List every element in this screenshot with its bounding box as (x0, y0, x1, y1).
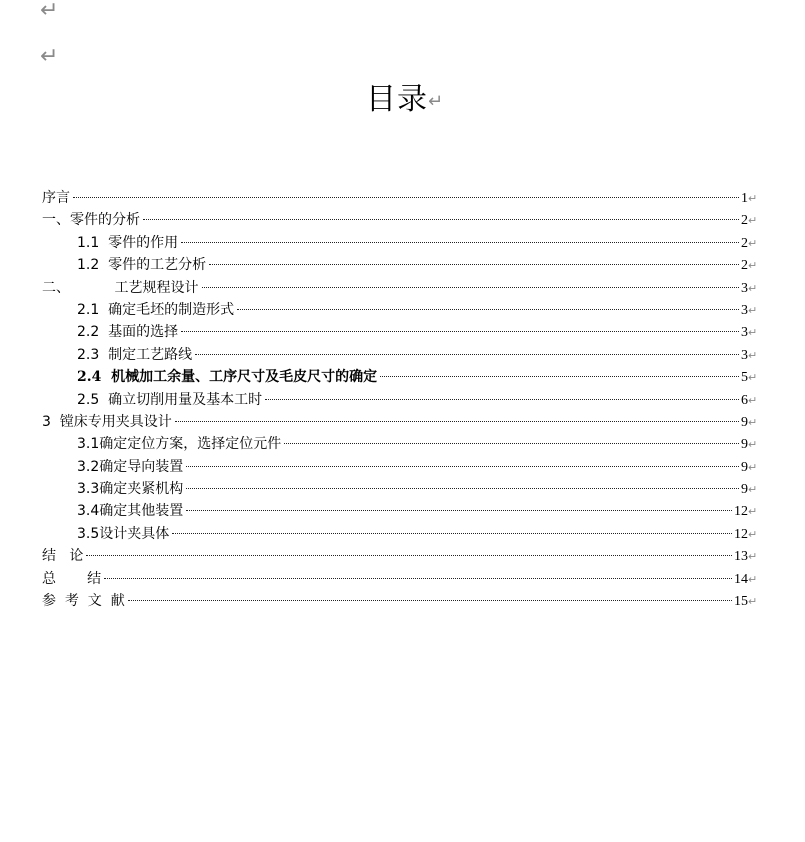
paragraph-mark-icon: ↵ (40, 0, 59, 23)
toc-page-number[interactable]: 3 (741, 280, 748, 296)
toc-entry-title[interactable]: 2.3 制定工艺路线 (77, 346, 193, 363)
paragraph-mark-icon: ↵ (748, 192, 758, 205)
toc-dot-leader (195, 354, 739, 355)
toc-dot-leader (175, 421, 739, 422)
toc-entry-1[interactable] (42, 187, 762, 209)
toc-page-number[interactable]: 1 (741, 191, 748, 206)
page-title (366, 82, 444, 120)
title-text: 目录 (366, 82, 428, 117)
paragraph-mark-icon: ↵ (428, 91, 445, 112)
paragraph-mark-icon: ↵ (748, 438, 758, 452)
toc-entry-14[interactable] (42, 478, 762, 500)
toc-entry-19[interactable] (42, 590, 762, 612)
toc-page-number[interactable]: 9 (741, 437, 748, 453)
toc-entry-4[interactable] (42, 254, 762, 276)
toc-entry-9[interactable] (42, 366, 762, 388)
toc-entry-11[interactable] (42, 411, 762, 433)
toc-entry-title[interactable]: 3.2确定导向装置 (77, 458, 184, 475)
paragraph-mark-icon: ↵ (748, 505, 758, 519)
toc-entry-title[interactable]: 2.2 基面的选择 (77, 324, 179, 341)
paragraph-mark-icon: ↵ (748, 550, 758, 564)
toc-entry-title[interactable]: 二、 工艺规程设计 (42, 279, 199, 296)
toc-entry-10[interactable] (42, 389, 762, 411)
toc-dot-leader (186, 488, 739, 489)
toc-page-number[interactable]: 9 (741, 459, 748, 475)
toc-entry-7[interactable] (42, 321, 762, 343)
toc-entry-13[interactable] (42, 456, 762, 478)
toc-entry-17[interactable] (42, 545, 762, 567)
paragraph-mark-icon: ↵ (748, 595, 758, 609)
toc-dot-leader (284, 443, 739, 444)
toc-entry-title[interactable]: 2.1 确定毛坯的制造形式 (77, 301, 235, 318)
toc-dot-leader (186, 510, 732, 511)
toc-entry-18[interactable] (42, 568, 762, 590)
paragraph-mark-icon: ↵ (748, 527, 758, 541)
toc-entry-title[interactable]: 1.1 零件的作用 (77, 234, 179, 251)
toc-dot-leader (181, 242, 739, 243)
toc-entry-title[interactable]: 3.4确定其他装置 (77, 503, 184, 520)
paragraph-mark-icon: ↵ (748, 371, 758, 385)
toc-page-number[interactable]: 13 (734, 549, 748, 565)
toc-page-number[interactable]: 2 (741, 213, 748, 229)
toc-entry-15[interactable] (42, 500, 762, 522)
toc-dot-leader (128, 600, 732, 601)
paragraph-mark-icon: ↵ (748, 303, 758, 317)
toc-entry-title[interactable]: 总 结 (42, 570, 102, 587)
toc-page-number[interactable]: 6 (741, 392, 748, 408)
toc-entry-6[interactable] (42, 299, 762, 321)
toc-entry-title[interactable]: 一、零件的分析 (42, 212, 140, 229)
toc-page-number[interactable]: 3 (741, 325, 748, 341)
toc-page-number[interactable]: 2 (741, 235, 748, 251)
table-of-contents (42, 187, 762, 612)
toc-entry-5[interactable] (42, 277, 762, 299)
paragraph-mark-icon: ↵ (748, 415, 758, 429)
toc-dot-leader (186, 466, 739, 467)
toc-dot-leader (143, 219, 739, 220)
toc-dot-leader (73, 197, 739, 198)
paragraph-mark-icon: ↵ (748, 348, 758, 362)
toc-entry-title[interactable]: 1.2 零件的工艺分析 (77, 257, 207, 274)
paragraph-mark-icon: ↵ (748, 236, 758, 250)
paragraph-mark-icon: ↵ (748, 214, 758, 228)
toc-entry-title[interactable]: 序言 (42, 190, 70, 206)
toc-page-number[interactable]: 5 (741, 370, 748, 386)
toc-entry-title[interactable]: 参 考 文 献 (42, 593, 125, 610)
paragraph-mark-icon: ↵ (748, 483, 758, 497)
paragraph-mark-icon: ↵ (748, 281, 758, 295)
toc-page-number[interactable]: 9 (741, 414, 748, 430)
toc-dot-leader (209, 264, 739, 265)
paragraph-mark-icon: ↵ (748, 393, 758, 407)
toc-page-number[interactable]: 9 (741, 482, 748, 498)
paragraph-mark-icon: ↵ (748, 460, 758, 474)
toc-entry-8[interactable] (42, 344, 762, 366)
paragraph-mark-icon: ↵ (748, 326, 758, 340)
toc-entry-title[interactable]: 3 镗床专用夹具设计 (42, 413, 172, 430)
toc-entry-title[interactable]: 2.5 确立切削用量及基本工时 (77, 391, 263, 408)
toc-page-number[interactable]: 12 (734, 526, 748, 542)
toc-entry-16[interactable] (42, 523, 762, 545)
paragraph-mark-icon: ↵ (40, 44, 59, 69)
toc-entry-2[interactable] (42, 209, 762, 231)
toc-page-number[interactable]: 15 (734, 594, 748, 610)
paragraph-mark-icon: ↵ (748, 259, 758, 273)
toc-dot-leader (265, 399, 739, 400)
toc-page-number[interactable]: 3 (741, 302, 748, 318)
toc-entry-title[interactable]: 结 论 (42, 548, 84, 565)
toc-dot-leader (104, 578, 732, 579)
toc-entry-3[interactable] (42, 232, 762, 254)
toc-entry-title[interactable]: 3.3确定夹紧机构 (77, 481, 184, 498)
toc-dot-leader (181, 331, 739, 332)
toc-dot-leader (86, 555, 732, 556)
toc-entry-title[interactable]: 2.4 机械加工余量、工序尺寸及毛皮尺寸的确定 (77, 369, 378, 386)
toc-entry-title[interactable]: 3.1确定定位方案，选择定位元件 (77, 436, 282, 453)
paragraph-mark-icon: ↵ (748, 572, 758, 586)
toc-entry-title[interactable]: 3.5设计夹具体 (77, 525, 170, 542)
toc-dot-leader (237, 309, 739, 310)
toc-dot-leader (380, 376, 739, 377)
toc-page-number[interactable]: 2 (741, 258, 748, 274)
toc-page-number[interactable]: 14 (734, 571, 748, 587)
toc-dot-leader (202, 287, 739, 288)
toc-page-number[interactable]: 3 (741, 347, 748, 363)
toc-dot-leader (172, 533, 732, 534)
toc-page-number[interactable]: 12 (734, 504, 748, 520)
toc-entry-12[interactable] (42, 433, 762, 455)
